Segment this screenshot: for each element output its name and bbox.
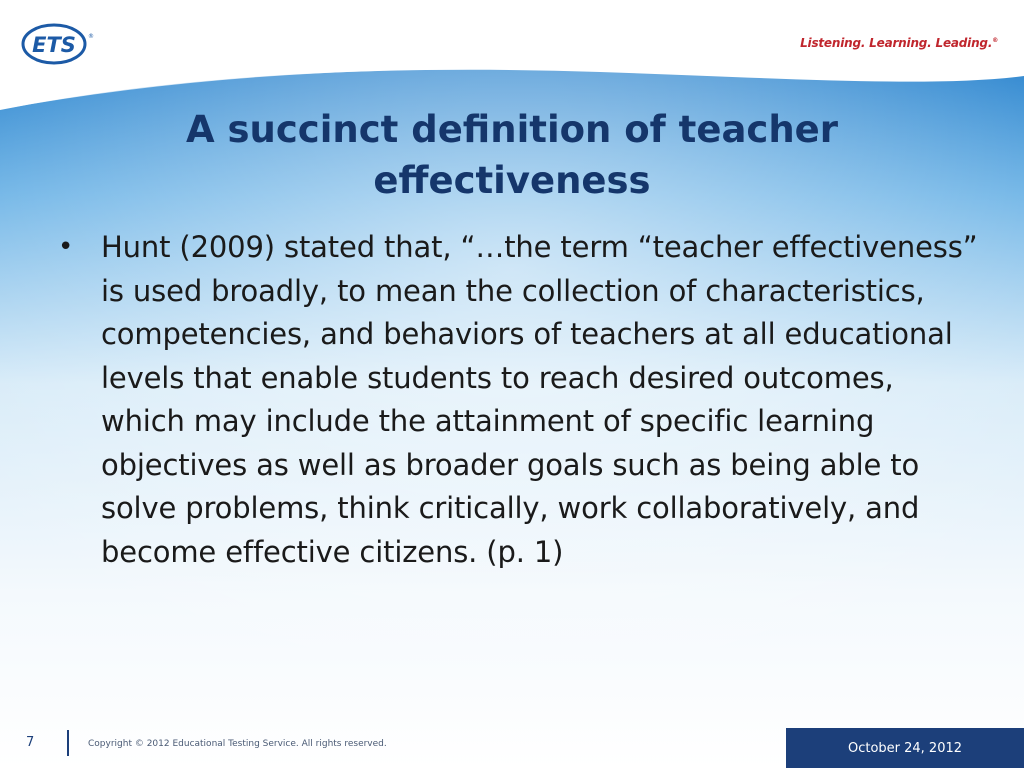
- svg-text:®: ®: [88, 33, 94, 40]
- copyright-text: Copyright © 2012 Educational Testing Service. All rights reserved.: [88, 739, 387, 749]
- bullet-dot-icon: •: [58, 232, 74, 262]
- date-box: [786, 728, 1024, 768]
- tagline-text: Listening. Learning. Leading.: [800, 36, 993, 50]
- bullet-item: [58, 226, 978, 574]
- slide-title: A succinct definition of teacher effectiveness: [185, 108, 839, 202]
- footer-divider: [67, 730, 69, 756]
- ets-logo-icon: [20, 22, 94, 66]
- bullet-list: [58, 226, 978, 574]
- logo-text: ETS: [32, 33, 76, 57]
- date-text: October 24, 2012: [847, 740, 963, 756]
- bullet-text: Hunt (2009) stated that, “…the term “teacher effectiveness” is used broadly, to mean the collection of characteristics, competencies, and behaviors of teachers at all educational levels that enable students to reach desired outcomes, which may include the attainment of specific learning objectives as well as broader goals such as being able to solve problems, think critically, work collaboratively, and become effective citizens. (p. 1): [101, 230, 978, 569]
- tagline: [800, 36, 998, 50]
- slide-number: 7: [26, 735, 35, 750]
- ets-logo: [20, 22, 94, 66]
- tagline-mark: ®: [992, 37, 998, 44]
